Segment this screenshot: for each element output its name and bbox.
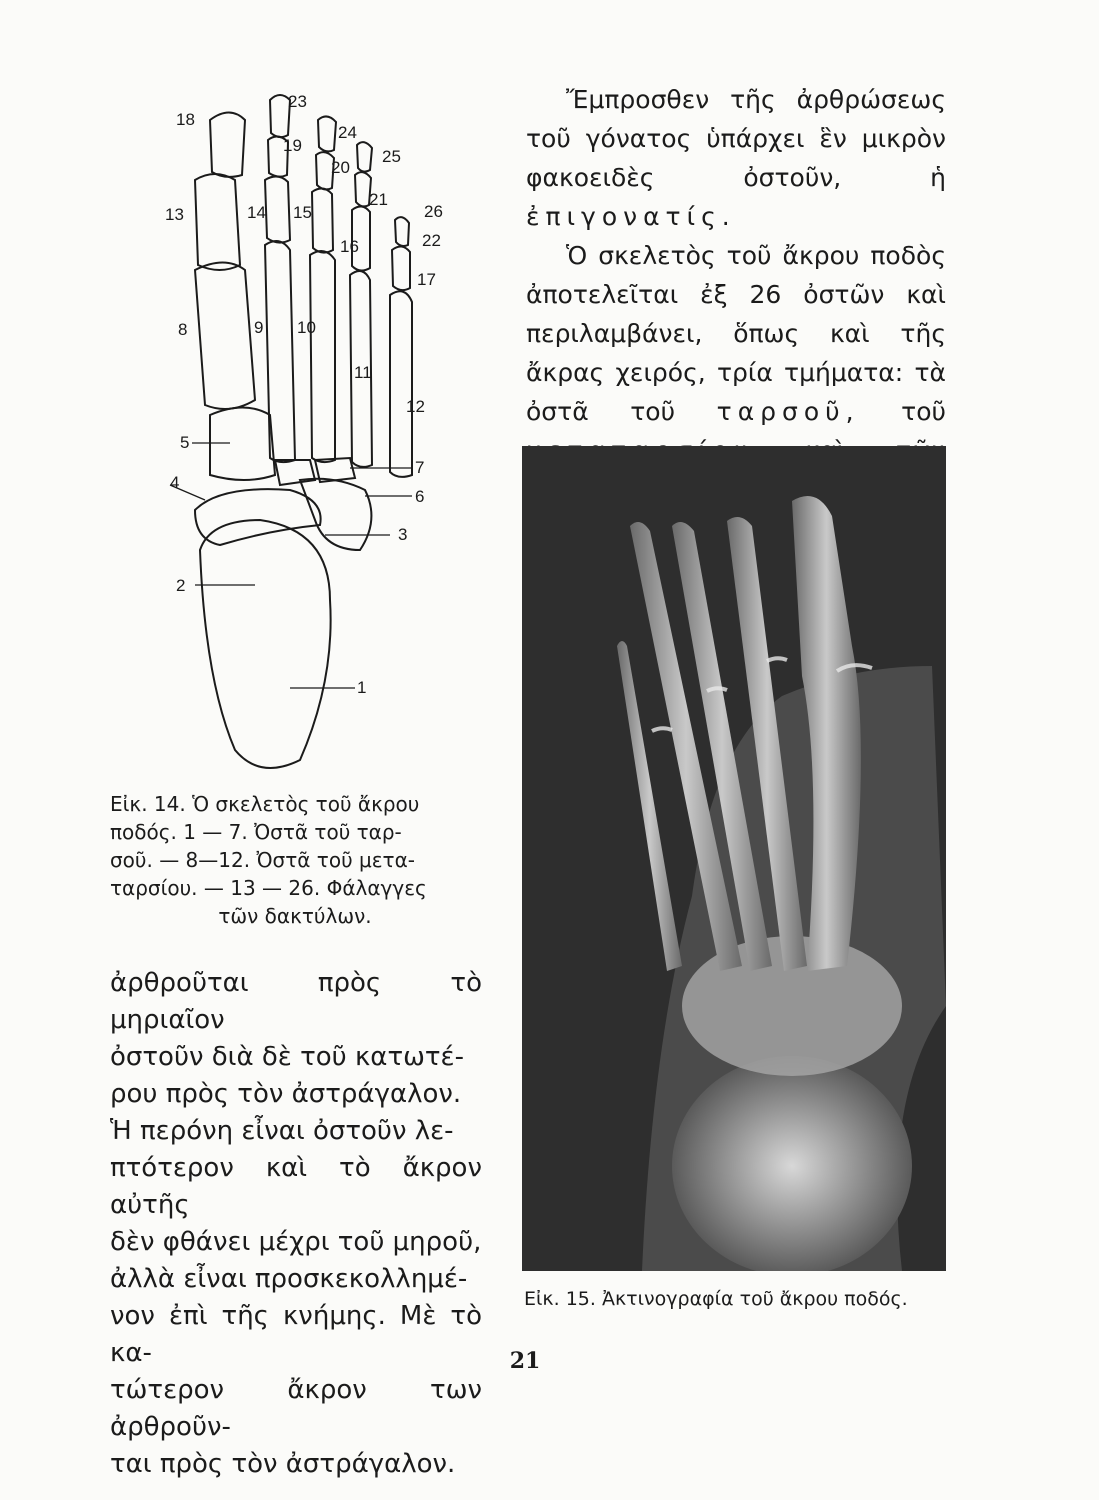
- label-10: 10: [297, 318, 316, 337]
- paragraph-text: Ὁ σκελετὸς τοῦ ἄκρου ποδὸς ἀποτελεῖται ἐξ 26 ὀστῶν καὶ περιλαμβάνει, ὅπως καὶ τῆς ἄκρας χειρός, τρία τμήματα: τὰ ὀστᾶ τοῦ: [526, 241, 946, 426]
- label-20: 20: [331, 158, 350, 177]
- caption-line: ποδός. 1 — 7. Ὀστᾶ τοῦ ταρ-: [110, 820, 402, 844]
- right-body-text: [526, 80, 946, 509]
- label-3: 3: [398, 525, 408, 544]
- label-18: 18: [176, 110, 195, 129]
- left-body-text: [110, 965, 482, 1483]
- calcaneus-bone: [200, 520, 331, 768]
- label-5: 5: [180, 433, 190, 452]
- label-21: 21: [369, 190, 388, 209]
- xray-drawing: [522, 446, 946, 1271]
- text-line: πτότερον καὶ τὸ ἄκρον αὐτῆς: [110, 1153, 482, 1220]
- talus-bone: [195, 489, 321, 545]
- label-7: 7: [415, 458, 425, 477]
- foot-skeleton-diagram: [150, 80, 480, 780]
- phalanx-18: [210, 113, 245, 177]
- label-13: 13: [165, 205, 184, 224]
- text-line: τώτερον ἄκρον των ἀρθροῦν-: [110, 1375, 482, 1442]
- label-24: 24: [338, 123, 357, 142]
- figure-15-caption: Εἰκ. 15. Ἀκτινογραφία τοῦ ἄκρου ποδός.: [524, 1288, 908, 1310]
- label-11: 11: [354, 363, 372, 382]
- text-line: νον ἐπὶ τῆς κνήμης. Μὲ τὸ κα-: [110, 1301, 482, 1368]
- text-line: ἀλλὰ εἶναι προσκεκολλημέ-: [110, 1264, 468, 1294]
- caption-line: ταρσίου. — 13 — 26. Φάλαγγες: [110, 876, 427, 900]
- label-1: 1: [357, 678, 367, 697]
- caption-line: σοῦ. — 8—12. Ὀστᾶ τοῦ μετα-: [110, 848, 415, 872]
- paragraph-text: τοῦ: [901, 397, 946, 426]
- text-line: δὲν φθάνει μέχρι τοῦ μηροῦ,: [110, 1227, 482, 1257]
- page-number: 21: [509, 1348, 541, 1374]
- label-23: 23: [288, 92, 307, 111]
- label-15: 15: [293, 203, 312, 222]
- label-14: 14: [247, 203, 266, 222]
- label-25: 25: [382, 147, 401, 166]
- metatarsal-1: [195, 263, 255, 410]
- metatarsal-5: [390, 291, 412, 477]
- label-17: 17: [417, 270, 436, 289]
- text-line: ται πρὸς τὸν ἀστράγαλον.: [110, 1449, 456, 1479]
- term-patella: ἐπιγονατίς.: [526, 202, 736, 231]
- label-19: 19: [283, 136, 302, 155]
- label-9: 9: [254, 318, 264, 337]
- phalanx-13: [195, 174, 240, 270]
- term-tarsus: ταρσοῦ,: [716, 397, 860, 426]
- caption-line: τῶν δακτύλων.: [218, 904, 372, 928]
- text-line: ἀρθροῦται πρὸς τὸ μηριαῖον: [110, 968, 482, 1035]
- caption-line: Εἰκ. 14. Ὁ σκελετὸς τοῦ ἄκρου: [110, 792, 420, 816]
- figure-14-caption: [110, 790, 480, 930]
- label-12: 12: [406, 397, 425, 416]
- text-line: ρου πρὸς τὸν ἀστράγαλον.: [110, 1079, 462, 1109]
- label-6: 6: [415, 487, 425, 506]
- label-26: 26: [424, 202, 443, 221]
- foot-skeleton-drawing: [150, 80, 480, 780]
- label-8: 8: [178, 320, 188, 339]
- cuboid-bone: [300, 479, 371, 550]
- paragraph-patella: [526, 80, 946, 236]
- label-2: 2: [176, 576, 186, 595]
- label-22: 22: [422, 231, 441, 250]
- metatarsal-3: [310, 251, 335, 462]
- label-4: 4: [170, 473, 180, 492]
- label-16: 16: [340, 237, 359, 256]
- metatarsal-2: [265, 241, 295, 462]
- paragraph-text: Ἔμπροσθεν τῆς ἀρθρώσεως τοῦ γόνατος ὑπάρχει ἓν μικρὸν φακοειδὲς ὀστοῦν, ἡ: [526, 85, 946, 192]
- foot-xray-image: [522, 446, 946, 1271]
- text-line: Ἡ περόνη εἶναι ὀστοῦν λε-: [110, 1116, 454, 1146]
- cuneiform-bones: [210, 408, 275, 481]
- text-line: ὀστοῦν διὰ δὲ τοῦ κατωτέ-: [110, 1042, 464, 1072]
